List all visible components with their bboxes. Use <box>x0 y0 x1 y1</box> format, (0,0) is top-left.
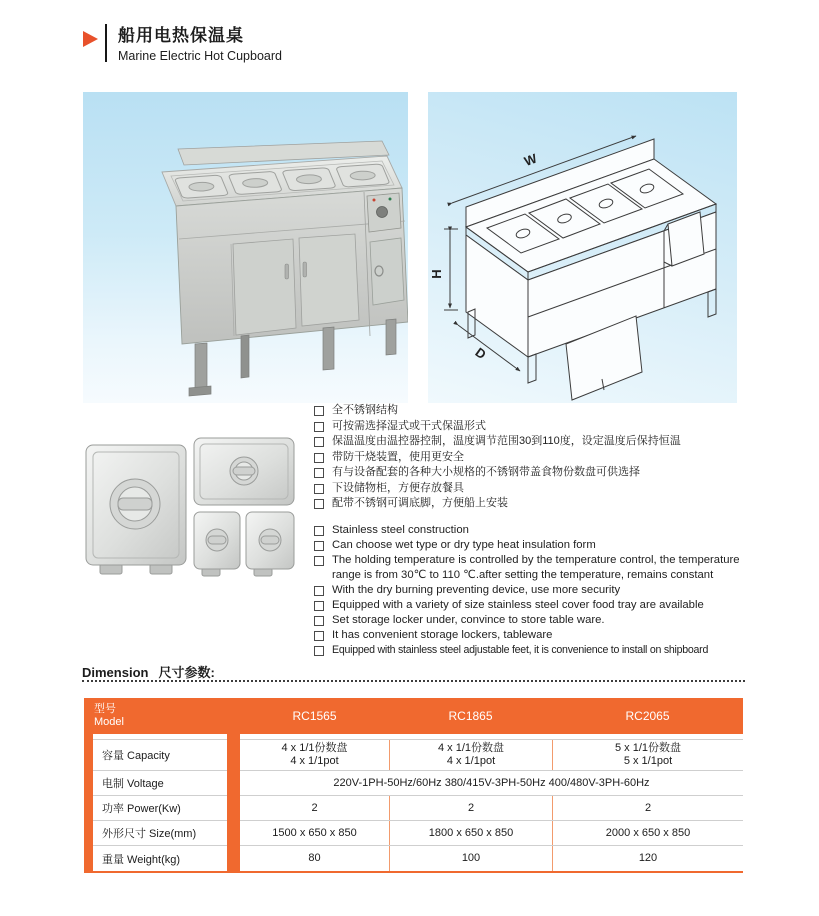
feature-item-en: The holding temperature is controlled by the temperature control, the temperature range is from 30℃ to 110 ℃.after setting the temperature, remains constant <box>313 553 750 583</box>
checkbox-icon <box>314 406 324 416</box>
table-row-capacity <box>240 739 743 771</box>
weight-cell: 120 <box>552 846 743 871</box>
capacity-cell: 5 x 1/1份数盘 5 x 1/1pot <box>552 740 743 770</box>
product-photo <box>83 92 408 403</box>
checkbox-icon <box>314 499 324 509</box>
model-column-header: RC1865 <box>448 709 493 723</box>
page-title-zh: 船用电热保温桌 <box>118 26 244 45</box>
table-row-power <box>240 796 743 821</box>
voltage-cell: 220V-1PH-50Hz/60Hz 380/415V-3PH-50Hz 400/480V-3PH-60Hz <box>333 776 650 789</box>
feature-item-en: Equipped with a variety of size stainless steel cover food tray are available <box>313 598 750 613</box>
weight-cell: 100 <box>389 846 552 871</box>
checkbox-icon <box>314 437 324 447</box>
feature-item-zh: 保温温度由温控器控制，温度调节范围30到110度，设定温度后保持恒温 <box>313 434 749 450</box>
dimension-drawing <box>428 92 737 403</box>
row-label-column <box>93 734 227 871</box>
feature-item-en: Can choose wet type or dry type heat insulation form <box>313 538 750 553</box>
power-cell: 2 <box>389 796 552 820</box>
checkbox-icon <box>314 422 324 432</box>
feature-item-en: Stainless steel construction <box>313 523 750 538</box>
dimension-w-label: W <box>522 150 539 169</box>
checkbox-icon <box>314 468 324 478</box>
feature-list-en <box>313 523 750 658</box>
table-row-weight <box>240 846 743 871</box>
checkbox-icon <box>314 616 324 626</box>
row-label: 容量 Capacity <box>93 739 227 771</box>
feature-item-en: Set storage locker under, convince to store table ware. <box>313 613 750 628</box>
checkbox-icon <box>314 601 324 611</box>
feature-list-zh <box>313 403 749 512</box>
spec-table-header <box>84 698 743 734</box>
food-trays-art <box>78 430 303 580</box>
dimension-heading <box>82 662 215 681</box>
dimension-d-label: D <box>472 344 489 363</box>
hot-cupboard-line-art <box>428 92 737 403</box>
table-row-voltage <box>240 771 743 796</box>
power-cell: 2 <box>311 801 318 814</box>
feature-item-zh: 下设储物柜，方便存放餐具 <box>313 481 749 497</box>
checkbox-icon <box>314 556 324 566</box>
model-label-zh: 型号 <box>94 703 116 715</box>
spec-table-body <box>84 734 743 873</box>
feature-item-zh: 配带不锈钢可调底脚，方便船上安装 <box>313 496 749 512</box>
data-columns <box>240 734 743 871</box>
model-column-header: RC2065 <box>625 709 670 723</box>
model-header-cell <box>84 703 240 729</box>
food-trays-image <box>78 430 303 580</box>
checkbox-icon <box>314 586 324 596</box>
feature-item-zh: 可按需选择湿式或干式保温形式 <box>313 419 749 435</box>
row-label: 重量 Weight(kg) <box>102 853 181 866</box>
size-cell: 1800 x 650 x 850 <box>389 821 552 845</box>
model-label-en: Model <box>94 716 124 728</box>
size-cell: 1500 x 650 x 850 <box>272 826 357 839</box>
checkbox-icon <box>314 526 324 536</box>
feature-item-zh: 带防干烧装置，使用更安全 <box>313 450 749 466</box>
capacity-cell: 4 x 1/1份数盘 4 x 1/1pot <box>389 740 552 770</box>
checkbox-icon <box>314 646 324 656</box>
page-title-en: Marine Electric Hot Cupboard <box>118 49 282 63</box>
feature-item-zh: 有与设备配套的各种大小规格的不锈钢带盖食物份数盘可供选择 <box>313 465 749 481</box>
row-label: 电制 Voltage <box>93 771 227 796</box>
feature-item-en: It has convenient storage lockers, tableware <box>313 628 750 643</box>
row-label: 功率 Power(Kw) <box>93 796 227 821</box>
model-column-header: RC1565 <box>292 709 337 723</box>
power-cell: 2 <box>552 796 743 820</box>
checkbox-icon <box>314 631 324 641</box>
checkbox-icon <box>314 453 324 463</box>
table-row-size <box>240 821 743 846</box>
dimension-h-label: H <box>429 269 444 279</box>
row-label: 外形尺寸 Size(mm) <box>93 821 227 846</box>
triangle-bullet-icon <box>83 31 98 47</box>
hot-cupboard-photo-art <box>83 92 408 403</box>
page-title-block <box>118 21 282 63</box>
dimension-heading-zh: 尺寸参数: <box>158 665 215 680</box>
spec-table <box>84 698 743 873</box>
weight-cell: 80 <box>308 852 321 864</box>
capacity-cell: 4 x 1/1份数盘 4 x 1/1pot <box>281 742 348 767</box>
feature-item-zh: 全不锈钢结构 <box>313 403 749 419</box>
dimension-heading-en: Dimension <box>82 665 149 680</box>
dotted-rule <box>82 680 745 682</box>
feature-item-en: With the dry burning preventing device, use more security <box>313 583 750 598</box>
feature-item-en: Equipped with stainless steel adjustable feet, it is convenience to install on shipboard <box>313 643 750 658</box>
orange-bar-left <box>84 734 93 871</box>
checkbox-icon <box>314 484 324 494</box>
header-divider <box>105 24 107 62</box>
checkbox-icon <box>314 541 324 551</box>
orange-bar-right <box>227 734 240 871</box>
size-cell: 2000 x 650 x 850 <box>552 821 743 845</box>
